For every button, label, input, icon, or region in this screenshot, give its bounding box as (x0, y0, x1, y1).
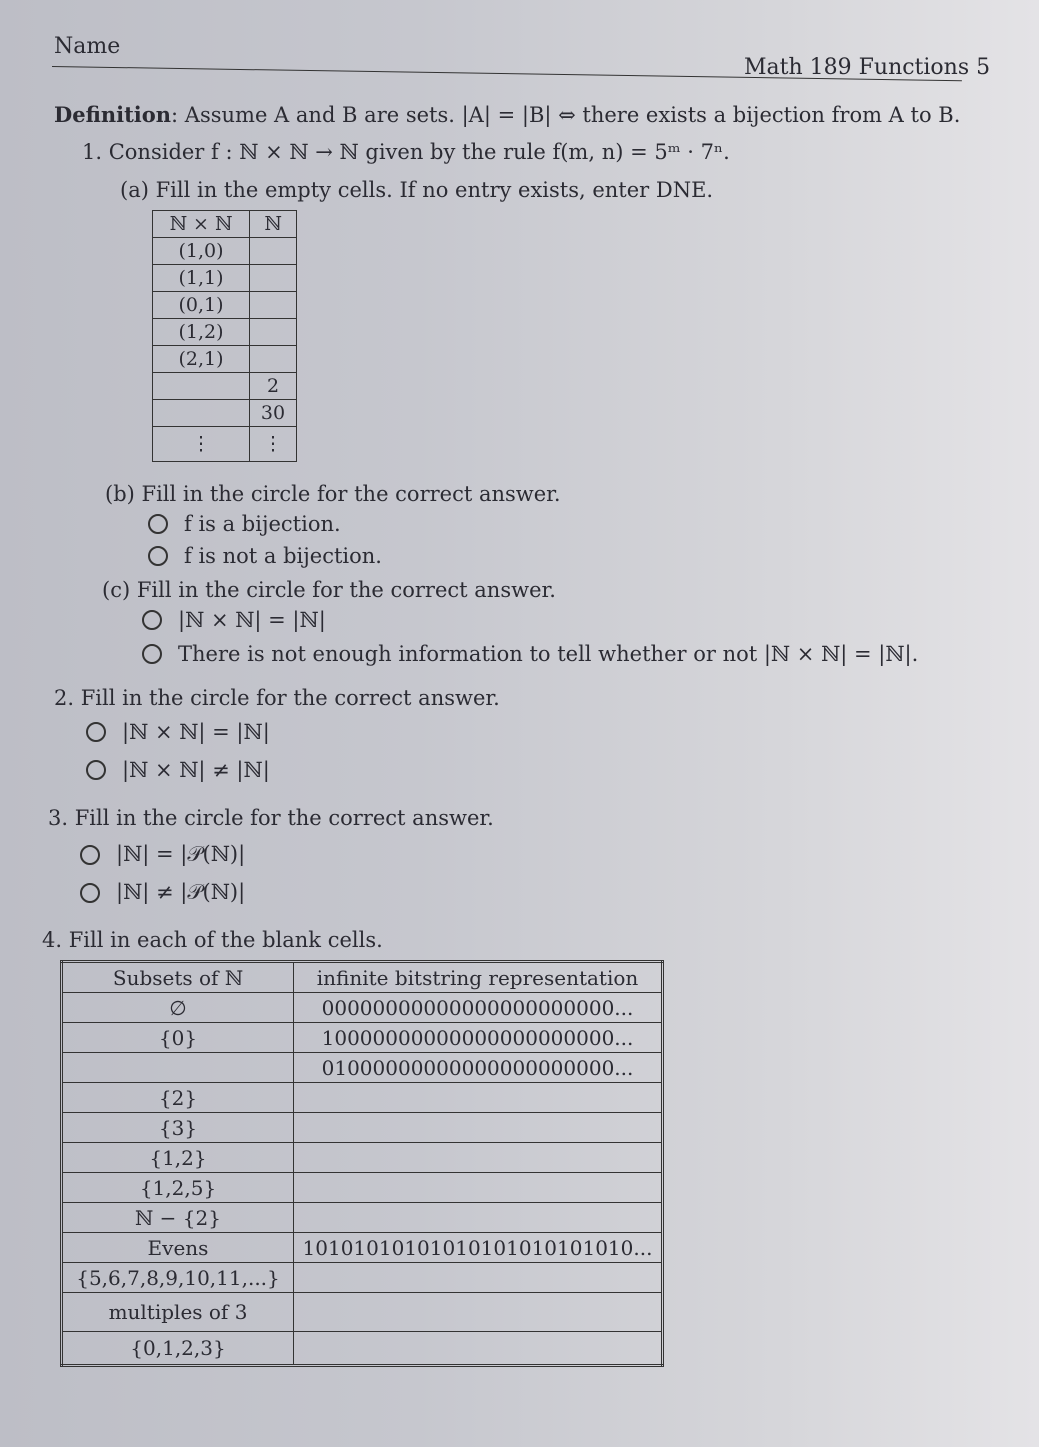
question-4-prompt: 4. Fill in each of the blank cells. (42, 928, 383, 952)
table-cell[interactable] (250, 319, 297, 346)
question-2-prompt: 2. Fill in the circle for the correct answer. (54, 686, 500, 710)
option-q3-equal[interactable] (80, 842, 245, 867)
table-cell[interactable] (250, 238, 297, 265)
table-row (62, 1173, 663, 1203)
definition (54, 102, 960, 127)
table-row (153, 427, 297, 462)
table-header: Subsets of ℕ (62, 962, 294, 993)
table-cell: 10000000000000000000000... (294, 1023, 663, 1053)
question-1a-prompt: (a) Fill in the empty cells. If no entry exists, enter DNE. (120, 178, 714, 202)
table-cell[interactable] (153, 373, 250, 400)
table-row (153, 346, 297, 373)
definition-label: Definition (54, 102, 172, 127)
table-cell: {3} (62, 1113, 294, 1143)
table-row (62, 1113, 663, 1143)
table-cell[interactable] (250, 292, 297, 319)
table-cell: (2,1) (153, 346, 250, 373)
table-cell[interactable] (294, 1263, 663, 1293)
table-row (153, 265, 297, 292)
table-cell: {2} (62, 1083, 294, 1113)
radio-circle-icon[interactable] (86, 760, 106, 780)
question-1c-prompt: (c) Fill in the circle for the correct answer. (102, 578, 556, 602)
table-cell: ⋮ (250, 427, 297, 462)
option-label: |ℕ| ≠ |𝒫(ℕ)| (116, 880, 246, 904)
option-label: f is not a bijection. (184, 544, 382, 568)
table-cell: {5,6,7,8,9,10,11,...} (62, 1263, 294, 1293)
table-cell[interactable] (294, 1113, 663, 1143)
table-cell[interactable] (294, 1173, 663, 1203)
option-q3-not-equal[interactable] (80, 880, 245, 905)
table-row (62, 993, 663, 1023)
option-label: |ℕ × ℕ| ≠ |ℕ| (122, 758, 270, 782)
question-1b-prompt: (b) Fill in the circle for the correct answer. (105, 482, 561, 506)
table-cell: 30 (250, 400, 297, 427)
function-table (152, 210, 297, 462)
table-cell: (1,2) (153, 319, 250, 346)
option-not-bijection[interactable] (148, 544, 382, 568)
table-cell[interactable] (294, 1203, 663, 1233)
table-cell: {1,2,5} (62, 1173, 294, 1203)
table-header: ℕ (250, 211, 297, 238)
table-row (62, 1332, 663, 1366)
table-cell[interactable] (294, 1143, 663, 1173)
table-header: ℕ × ℕ (153, 211, 250, 238)
bitstring-table (60, 960, 664, 1367)
table-row (153, 292, 297, 319)
option-q2-equal[interactable] (86, 720, 270, 744)
option-label: |ℕ| = |𝒫(ℕ)| (116, 842, 246, 866)
table-cell: multiples of 3 (62, 1293, 294, 1332)
table-cell: 10101010101010101010101010... (294, 1233, 663, 1263)
option-not-enough-info[interactable] (142, 642, 918, 666)
table-cell: 2 (250, 373, 297, 400)
radio-circle-icon[interactable] (142, 644, 162, 664)
radio-circle-icon[interactable] (142, 610, 162, 630)
option-label: There is not enough information to tell whether or not |ℕ × ℕ| = |ℕ|. (178, 642, 919, 666)
table-row (153, 319, 297, 346)
table-cell[interactable] (250, 346, 297, 373)
radio-circle-icon[interactable] (80, 883, 100, 903)
table-cell: 01000000000000000000000... (294, 1053, 663, 1083)
table-row (62, 1053, 663, 1083)
radio-circle-icon[interactable] (148, 546, 168, 566)
table-row (62, 1143, 663, 1173)
table-row (153, 373, 297, 400)
table-cell: (1,1) (153, 265, 250, 292)
table-row (153, 400, 297, 427)
table-row (153, 238, 297, 265)
question-1-prompt: 1. Consider f : ℕ × ℕ → ℕ given by the rule f(m, n) = 5ᵐ · 7ⁿ. (82, 140, 730, 164)
table-cell[interactable] (294, 1332, 663, 1366)
radio-circle-icon[interactable] (80, 845, 100, 865)
table-cell[interactable] (294, 1083, 663, 1113)
table-cell[interactable] (62, 1053, 294, 1083)
table-cell[interactable] (250, 265, 297, 292)
option-q2-not-equal[interactable] (86, 758, 270, 782)
table-cell: (0,1) (153, 292, 250, 319)
definition-text: : Assume A and B are sets. |A| = |B| ⇔ there exists a bijection from A to B. (171, 103, 961, 127)
option-bijection[interactable] (148, 512, 341, 536)
table-row (62, 1233, 663, 1263)
radio-circle-icon[interactable] (86, 722, 106, 742)
table-cell: ℕ − {2} (62, 1203, 294, 1233)
table-cell: ⋮ (153, 427, 250, 462)
option-equal-cardinality[interactable] (142, 608, 326, 632)
radio-circle-icon[interactable] (148, 514, 168, 534)
course-title: Math 189 Functions 5 (744, 55, 991, 80)
table-cell: {0,1,2,3} (62, 1332, 294, 1366)
table-row (62, 1083, 663, 1113)
table-cell: Evens (62, 1233, 294, 1263)
option-label: |ℕ × ℕ| = |ℕ| (178, 608, 326, 632)
table-row (62, 1023, 663, 1053)
table-cell[interactable] (294, 1293, 663, 1332)
table-row (62, 1293, 663, 1332)
table-header: infinite bitstring representation (294, 962, 663, 993)
table-header-row (62, 962, 663, 993)
name-label: Name (54, 34, 121, 59)
table-row (62, 1263, 663, 1293)
option-label: |ℕ × ℕ| = |ℕ| (122, 720, 270, 744)
table-header-row (153, 211, 297, 238)
table-cell: {0} (62, 1023, 294, 1053)
table-cell: 00000000000000000000000... (294, 993, 663, 1023)
question-3-prompt: 3. Fill in the circle for the correct answer. (48, 806, 494, 830)
table-cell: ∅ (62, 993, 294, 1023)
table-row (62, 1203, 663, 1233)
table-cell: (1,0) (153, 238, 250, 265)
table-cell: {1,2} (62, 1143, 294, 1173)
option-label: f is a bijection. (184, 512, 341, 536)
table-cell[interactable] (153, 400, 250, 427)
